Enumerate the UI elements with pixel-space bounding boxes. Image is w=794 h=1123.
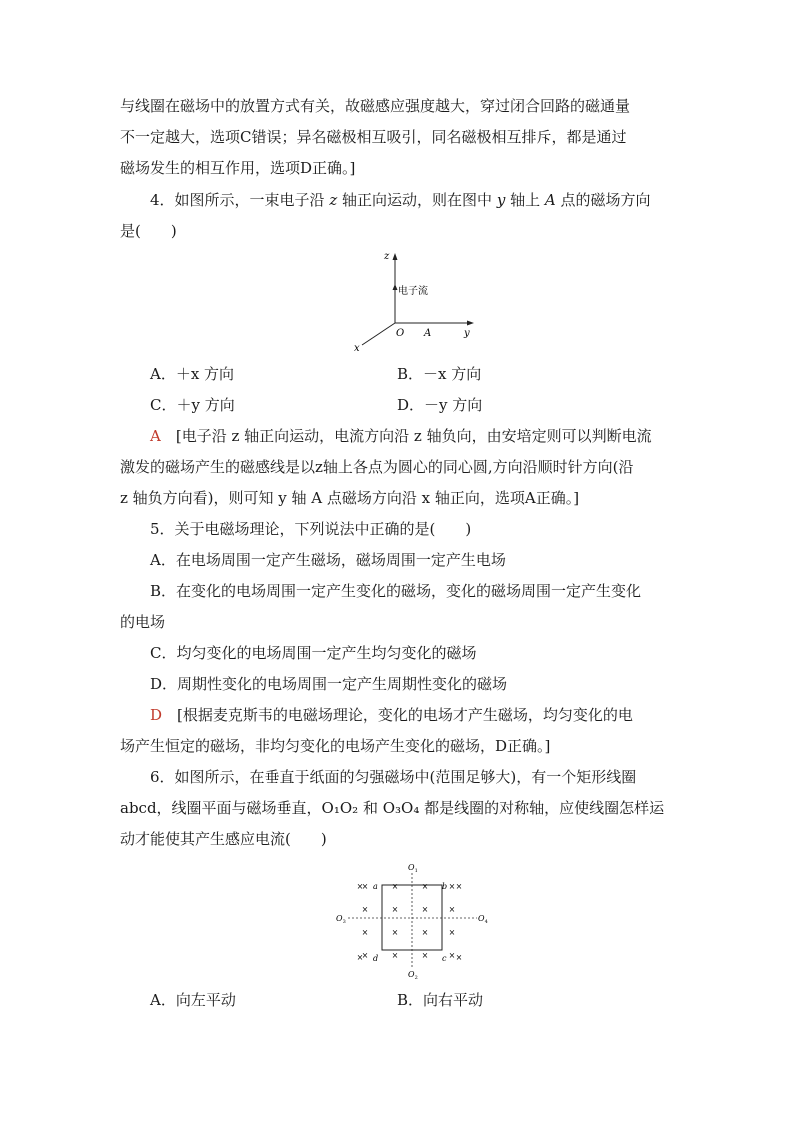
q4-explanation-line-2: 激发的磁场产生的磁感线是以z轴上各点为圆心的同心圆,方向沿顺时针方向(沿 bbox=[120, 458, 634, 476]
label-x: x bbox=[354, 343, 360, 354]
prev-answer-line-1: 与线圈在磁场中的放置方式有关，故磁感应强度越大，穿过闭合回路的磁通量 bbox=[120, 97, 631, 115]
prev-answer-line-3: 磁场发生的相互作用，选项D正确。] bbox=[120, 159, 356, 177]
q4-axes-figure bbox=[340, 245, 490, 355]
field-cross: × bbox=[391, 882, 399, 891]
label-A: A bbox=[424, 328, 432, 339]
label-c: c bbox=[442, 954, 447, 963]
q4-stem-line-2: 是( ) bbox=[120, 222, 177, 240]
y-arrowhead bbox=[467, 321, 474, 326]
field-cross: × bbox=[455, 953, 463, 962]
current-arrowhead bbox=[393, 284, 398, 290]
q6-stem-line-2: abcd，线圈平面与磁场垂直，O₁O₂ 和 O₃O₄ 都是线圈的对称轴，应使线圈怎样运 bbox=[120, 799, 665, 817]
label-O2: $O_2$ bbox=[408, 970, 418, 981]
x-axis bbox=[362, 323, 395, 345]
field-cross: × bbox=[361, 928, 369, 937]
field-cross: × bbox=[421, 882, 429, 891]
q4-option-d[interactable]: D．－y 方向 bbox=[397, 396, 483, 414]
prev-answer-line-2: 不一定越大，选项C错误；异名磁极相互吸引，同名磁极相互排斥，都是通过 bbox=[120, 128, 627, 146]
q5-option-d[interactable]: D．周期性变化的电场周围一定产生周期性变化的磁场 bbox=[150, 675, 508, 693]
q4-stem-line-1: 4．如图所示，一束电子沿 z 轴正向运动，则在图中 y 轴上 A 点的磁场方向 bbox=[150, 191, 651, 209]
label-O3: $O_3$ bbox=[336, 914, 346, 925]
field-cross: × bbox=[361, 882, 369, 891]
field-cross: × bbox=[356, 953, 364, 962]
label-y: y bbox=[464, 328, 470, 339]
field-cross: × bbox=[448, 951, 456, 960]
q4-option-c[interactable]: C．＋y 方向 bbox=[150, 396, 235, 414]
field-cross: × bbox=[421, 951, 429, 960]
q6-stem-line-3: 动才能使其产生感应电流( ) bbox=[120, 830, 327, 848]
field-cross: × bbox=[448, 905, 456, 914]
field-cross: × bbox=[361, 905, 369, 914]
field-cross: × bbox=[391, 905, 399, 914]
field-cross: × bbox=[356, 882, 364, 891]
z-arrowhead bbox=[393, 253, 398, 260]
field-cross: × bbox=[391, 951, 399, 960]
q6-stem-line-1: 6．如图所示，在垂直于纸面的匀强磁场中(范围足够大)，有一个矩形线圈 bbox=[150, 768, 637, 786]
q5-answer-letter: D bbox=[150, 706, 163, 724]
label-d: d bbox=[373, 954, 379, 963]
label-z: z bbox=[384, 251, 390, 262]
field-cross: × bbox=[421, 905, 429, 914]
q4-option-b[interactable]: B．－x 方向 bbox=[397, 365, 482, 383]
q4-option-a[interactable]: A．＋x 方向 bbox=[150, 365, 235, 383]
q6-coil-figure bbox=[330, 858, 490, 983]
field-cross: × bbox=[421, 928, 429, 937]
q6-option-b[interactable]: B．向右平动 bbox=[397, 991, 484, 1009]
label-O: O bbox=[396, 328, 405, 339]
q5-option-b-line-2[interactable]: 的电场 bbox=[120, 613, 166, 631]
q5-option-b-line-1[interactable]: B．在变化的电场周围一定产生变化的磁场，变化的磁场周围一定产生变化 bbox=[150, 582, 642, 600]
field-cross: × bbox=[448, 928, 456, 937]
label-b: b bbox=[442, 882, 448, 891]
label-current: 电子流 bbox=[398, 286, 428, 297]
label-O4: $O_4$ bbox=[478, 914, 488, 925]
q5-option-a[interactable]: A．在电场周围一定产生磁场，磁场周围一定产生电场 bbox=[150, 551, 506, 569]
field-cross: × bbox=[448, 882, 456, 891]
q5-option-c[interactable]: C．均匀变化的电场周围一定产生均匀变化的磁场 bbox=[150, 644, 477, 662]
q5-stem: 5．关于电磁场理论，下列说法中正确的是( ) bbox=[150, 520, 472, 538]
q5-explanation-line-2: 场产生恒定的磁场，非均匀变化的电场产生变化的磁场，D正确。] bbox=[120, 737, 551, 755]
q4-explanation-line-1: A [电子沿 z 轴正向运动，电流方向沿 z 轴负向，由安培定则可以判断电流 bbox=[150, 427, 652, 445]
field-cross: × bbox=[391, 928, 399, 937]
q6-option-a[interactable]: A．向左平动 bbox=[150, 991, 236, 1009]
q5-explanation-line-1: D [根据麦克斯韦的电磁场理论，变化的电场才产生磁场，均匀变化的电 bbox=[150, 706, 633, 724]
field-cross: × bbox=[455, 882, 463, 891]
label-O1: $O_1$ bbox=[408, 863, 418, 874]
q4-explanation-line-3: z 轴负方向看)，则可知 y 轴 A 点磁场方向沿 x 轴正向，选项A正确。] bbox=[120, 489, 580, 507]
field-cross: × bbox=[361, 951, 369, 960]
label-a: a bbox=[373, 882, 378, 891]
q4-answer-letter: A bbox=[150, 427, 161, 445]
